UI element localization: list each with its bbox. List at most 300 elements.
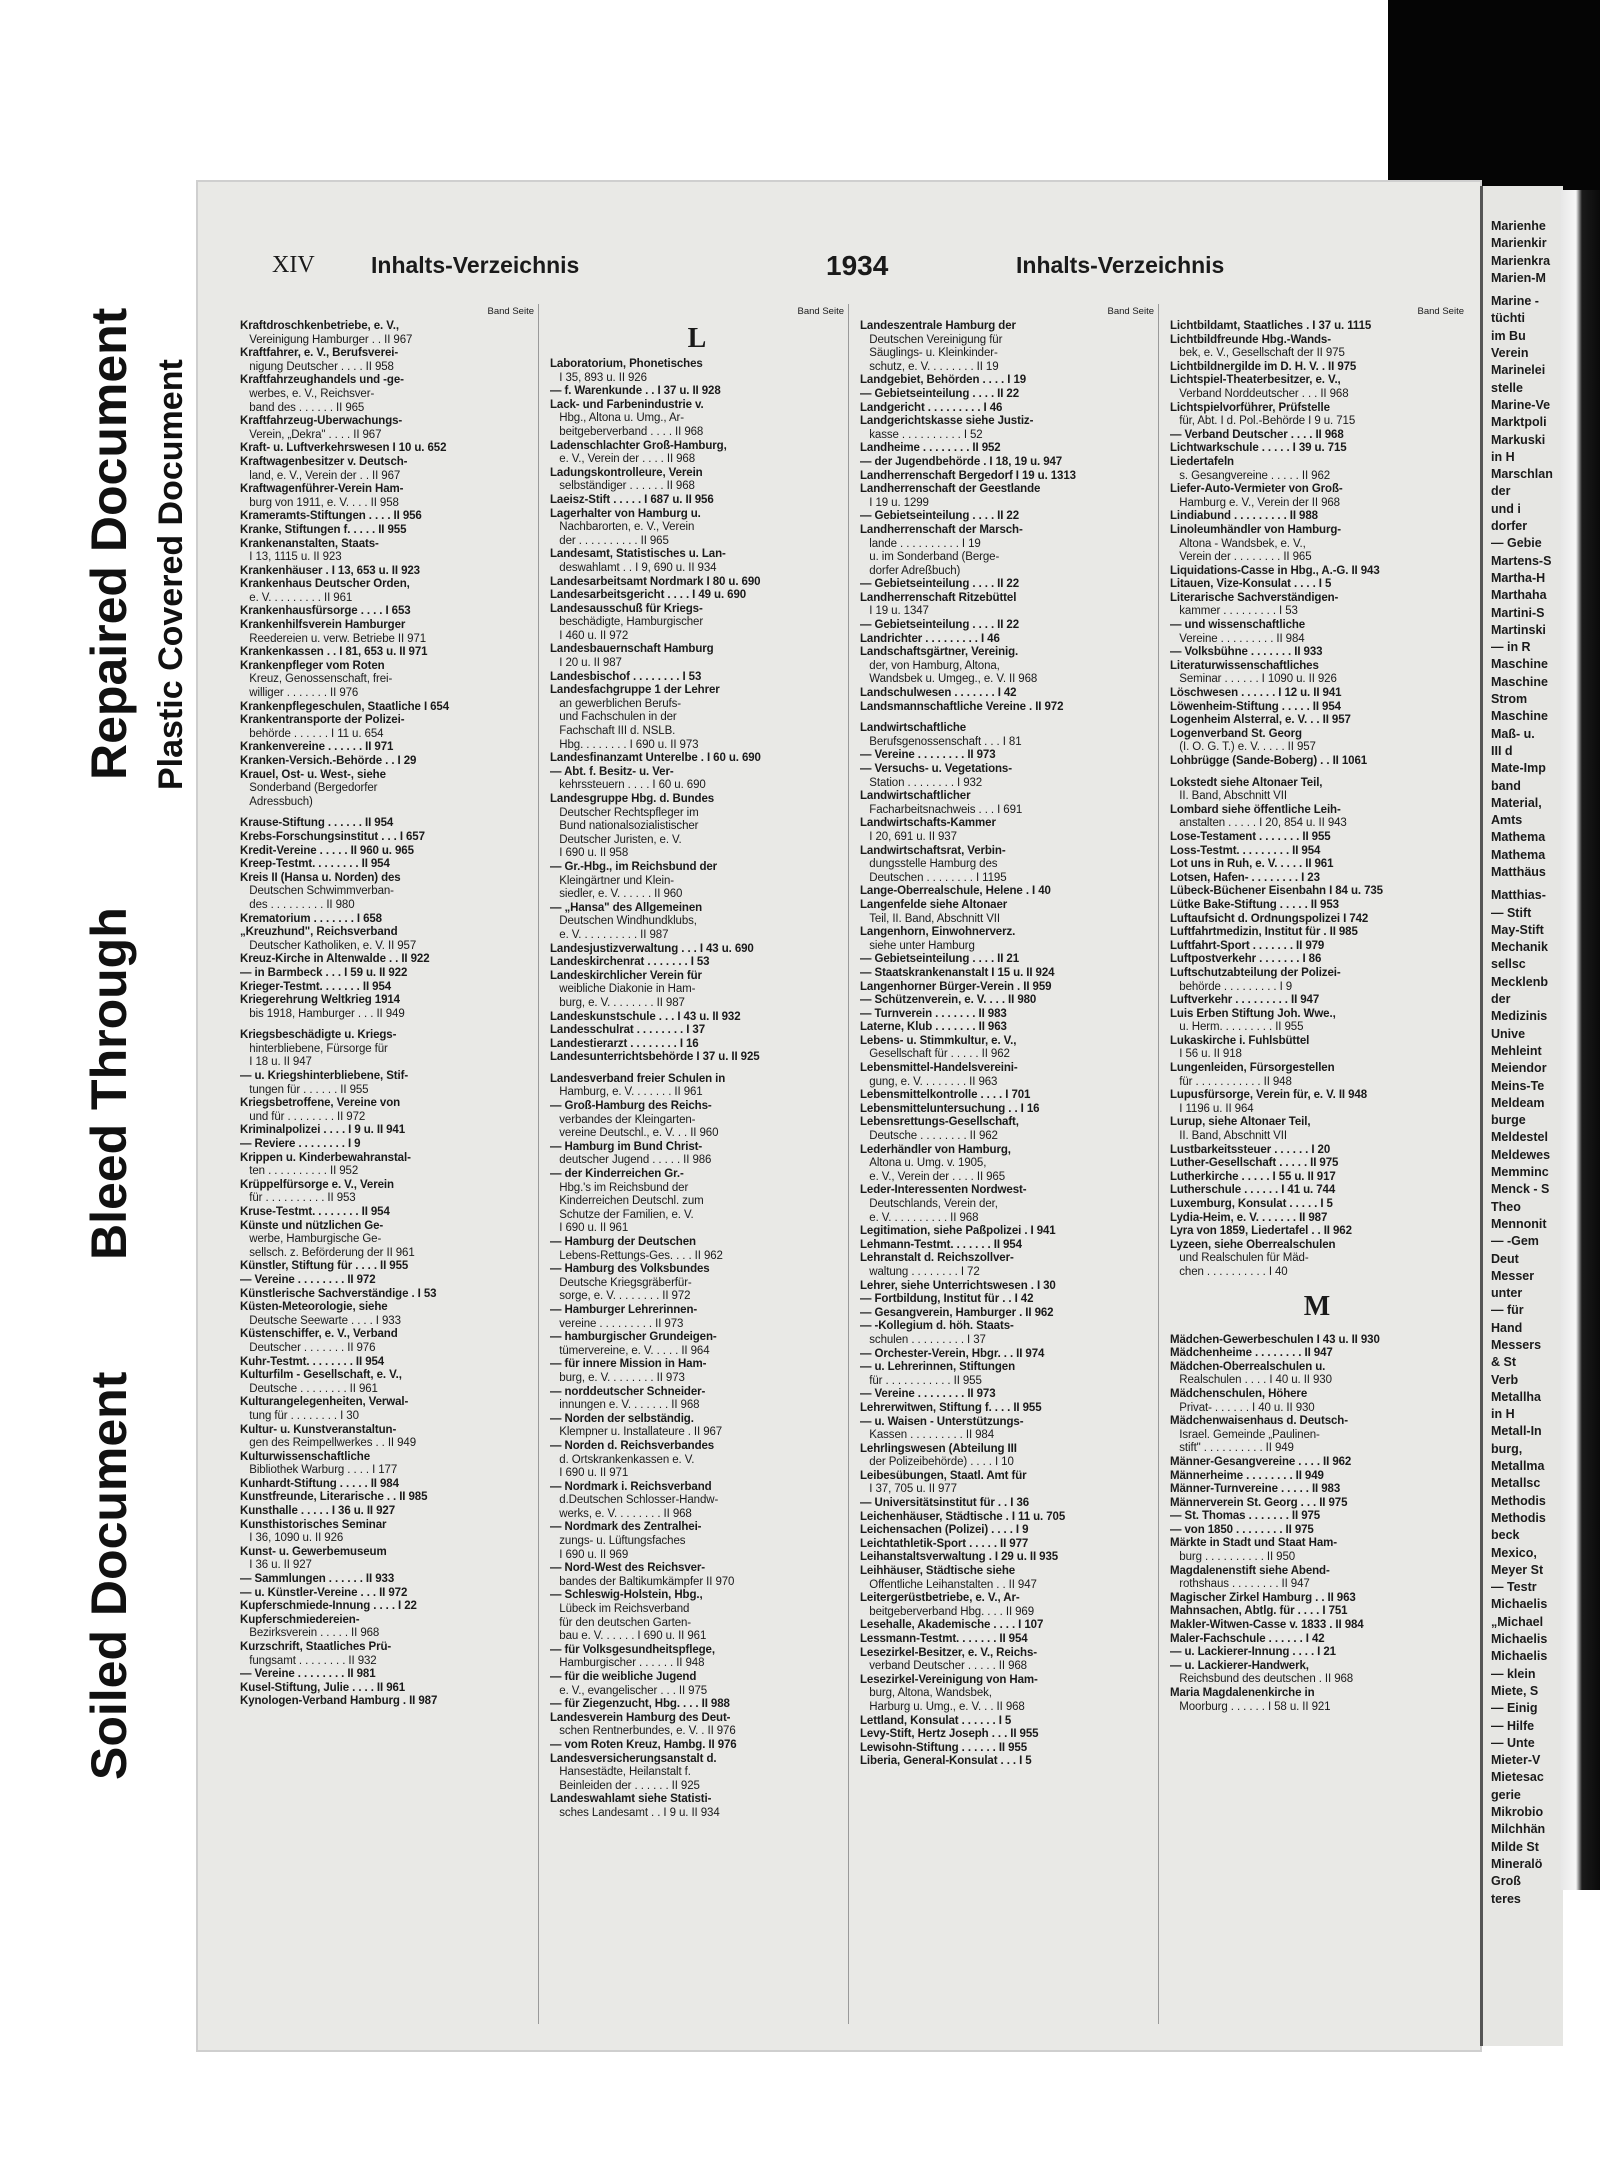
sliver-entry: Maschine: [1491, 657, 1548, 672]
index-entry: — Groß-Hamburg des Reichs-: [550, 1100, 712, 1113]
index-entry: Liquidations-Casse in Hbg., A.-G. II 943: [1170, 564, 1380, 577]
index-entry: Kriminalpolizei . . . . I 9 u. II 941: [240, 1124, 406, 1137]
index-entry: Laeisz-Stift . . . . . I 687 u. II 956: [550, 493, 714, 506]
sliver-entry: Mineralö: [1491, 1856, 1543, 1871]
sliver-entry: Mexico,: [1491, 1545, 1537, 1560]
index-entry: werbes, e. V., Reichsver-: [240, 387, 375, 400]
index-entry: tung für . . . . . . . . I 30: [240, 1409, 359, 1422]
index-entry: e. V. . . . . . . . . II 961: [240, 591, 353, 604]
index-entry: Deutsche Kriegsgräberfür-: [550, 1276, 692, 1289]
index-page: [198, 182, 1480, 2050]
index-entry: burg von 1911, e. V. . . . II 958: [240, 496, 399, 509]
sliver-entry: Messers: [1491, 1338, 1542, 1352]
index-entry: Lewisohn-Stiftung . . . . . . II 955: [860, 1741, 1027, 1754]
sliver-entry: Markuski: [1491, 432, 1546, 447]
index-entry: innungen e. V. . . . . . . II 968: [550, 1399, 700, 1412]
index-entry: Lesezirkel-Besitzer, e. V., Reichs-: [860, 1646, 1037, 1659]
index-entry: Säuglings- u. Kleinkinder-: [860, 347, 998, 360]
index-entry: Deutsche . . . . . . . . II 962: [860, 1130, 998, 1143]
sliver-entry: Marien-M: [1491, 270, 1546, 285]
sliver-entry: Amts: [1491, 813, 1523, 828]
index-entry: verbandes der Kleingarten-: [550, 1113, 696, 1126]
index-entry: — Schleswig-Holstein, Hbg.,: [550, 1589, 703, 1602]
index-entry: e. V., evangelischer . . . II 975: [550, 1684, 708, 1697]
index-entry: Lukaskirche i. Fuhlsbüttel: [1170, 1034, 1310, 1047]
index-entry: Krause-Stiftung . . . . . . II 954: [240, 817, 394, 830]
sliver-entry: Medizinis: [1491, 1009, 1548, 1024]
index-entry: [856, 714, 1158, 722]
index-entry: schulen . . . . . . . . . I 37: [860, 1333, 986, 1346]
index-entry: Liedertafeln: [1170, 455, 1234, 468]
index-entry: Magdalenenstift siehe Abend-: [1170, 1564, 1330, 1577]
index-entry: zungs- u. Lüftungsfaches: [550, 1535, 686, 1548]
index-entry: Krippen u. Kinderbewahranstal-: [240, 1151, 411, 1164]
index-entry: Leichensachen (Polizei) . . . . I 9: [860, 1524, 1029, 1537]
index-entry: Mahnsachen, Abtlg. für . . . . I 751: [1170, 1605, 1348, 1618]
sliver-entry: Messer: [1491, 1268, 1535, 1283]
sliver-entry: Mathema: [1491, 847, 1546, 862]
index-entry: Lütke Bake-Stiftung . . . . . II 953: [1170, 898, 1339, 911]
index-entry: Luxemburg, Konsulat . . . . . I 5: [1170, 1198, 1333, 1210]
index-entry: II. Band, Abschnitt VII: [1170, 1130, 1287, 1143]
index-entry: [236, 809, 538, 817]
index-entry: Maria Magdalenenkirche in: [1170, 1687, 1315, 1699]
index-entry: Lebensmittel-Handelsvereini-: [860, 1062, 1018, 1075]
sliver-entry: & St: [1491, 1355, 1516, 1370]
index-entry: I 1196 u. II 964: [1170, 1102, 1254, 1115]
index-entry: für . . . . . . . . . . . II 948: [1170, 1075, 1292, 1088]
column-header: Band Seite: [797, 306, 844, 317]
index-entry: I 36, 1090 u. II 926: [240, 1532, 344, 1545]
index-entry: Kassen . . . . . . . . . II 984: [860, 1429, 995, 1442]
index-entry: Deutscher Juristen, e. V.: [550, 833, 682, 846]
index-entry: Bezirksverein . . . . . II 968: [240, 1627, 380, 1640]
index-entry: Krüppelfürsorge e. V., Verein: [240, 1178, 394, 1191]
index-entry: Laboratorium, Phonetisches: [550, 358, 703, 370]
index-entry: Deutscher Rechtspfleger im: [550, 806, 699, 819]
film-strip-right: [1560, 190, 1600, 1890]
index-entry: Kreuz-Kirche in Altenwalde . . II 922: [240, 953, 430, 966]
sliver-entry: burg,: [1491, 1441, 1523, 1456]
index-entry: „Kreuzhund", Reichsverband: [240, 926, 398, 939]
index-entry: Mädchen-Gewerbeschulen I 43 u. II 930: [1170, 1333, 1380, 1346]
index-entry: Lustbarkeitssteuer . . . . . . I 20: [1170, 1143, 1331, 1156]
index-entry: Bund nationalsozialistischer: [550, 820, 699, 833]
index-entry: Landwirtschafts-Kammer: [860, 817, 996, 830]
index-entry: — der Jugendbehörde . I 18, 19 u. 947: [860, 455, 1063, 468]
index-entry: Lederhändler von Hamburg,: [860, 1143, 1011, 1156]
index-entry: hinterbliebene, Fürsorge für: [240, 1042, 388, 1055]
index-entry: Landesverband freier Schulen in: [550, 1072, 726, 1085]
index-entry: Lichtspielvorführer, Prüfstelle: [1170, 401, 1330, 414]
index-entry: I 13, 1115 u. II 923: [240, 551, 342, 564]
index-entry: — Versuchs- u. Vegetations-: [860, 763, 1012, 775]
index-entry: Kinderreichen Deutschl. zum: [550, 1195, 704, 1208]
sliver-entry: Mechanik: [1491, 940, 1548, 955]
film-edge-top: [1388, 0, 1600, 190]
sliver-entry: — Hilfe: [1491, 1718, 1535, 1733]
index-entry: e. V. . . . . . . . . . II 987: [550, 928, 669, 941]
index-entry: II. Band, Abschnitt VII: [1170, 790, 1287, 803]
index-entry: d.Deutschen Schlosser-Handw-: [550, 1494, 719, 1507]
index-column-3: [856, 304, 1159, 2024]
index-entry: u. Herm. . . . . . . . . II 955: [1170, 1021, 1304, 1034]
sliver-entry: — -Gem: [1491, 1234, 1539, 1249]
sliver-entry: Meiendor: [1491, 1061, 1547, 1076]
sliver-entry: Mecklenb: [1491, 974, 1548, 989]
index-columns: [236, 304, 1476, 2024]
index-entry: — vom Roten Kreuz, Hambg. II 976: [550, 1738, 737, 1751]
sliver-entry: Meldeam: [1491, 1095, 1545, 1110]
index-entry: Lichtbildfreunde Hbg.-Wands-: [1170, 333, 1331, 346]
sliver-entry: in H: [1491, 1407, 1515, 1422]
index-entry: Litauen, Vize-Konsulat . . . . I 5: [1170, 578, 1332, 591]
index-entry: — für Ziegenzucht, Hbg. . . . II 988: [550, 1698, 730, 1711]
index-entry: Lebensmitteluntersuchung . . I 16: [860, 1102, 1040, 1115]
index-entry: I 690 u. II 969: [550, 1548, 629, 1561]
index-entry: sches Landesamt . . I 9 u. II 934: [550, 1806, 720, 1819]
sliver-entry: band: [1491, 778, 1521, 793]
index-entry: Kulturangelegenheiten, Verwal-: [240, 1396, 409, 1409]
index-entry: Literaturwissenschaftliches: [1170, 659, 1319, 672]
index-entry: ten . . . . . . . . . . II 952: [240, 1165, 359, 1178]
index-entry: Landesarbeitsgericht . . . . I 49 u. 690: [550, 589, 747, 602]
index-entry: Künstler, Stiftung für . . . . II 955: [240, 1260, 409, 1273]
index-entry: Lokstedt siehe Altonaer Teil,: [1170, 776, 1323, 789]
index-entry: Mädchenwaisenhaus d. Deutsch-: [1170, 1415, 1348, 1428]
index-entry: — Sammlungen . . . . . . II 933: [240, 1573, 395, 1586]
index-entry: Märkte in Stadt und Staat Ham-: [1170, 1537, 1337, 1550]
index-entry: rothshaus . . . . . . . . II 947: [1170, 1578, 1310, 1591]
index-entry: Deutschen . . . . . . . . I 1195: [860, 871, 1007, 884]
sliver-entry: Miete, S: [1491, 1683, 1539, 1698]
index-entry: verband Deutscher . . . . . II 968: [860, 1660, 1027, 1673]
index-entry: [546, 1065, 848, 1073]
index-entry: Kunsthistorisches Seminar: [240, 1518, 387, 1531]
index-entry: Deutscher Katholiken, e. V. II 957: [240, 939, 417, 952]
index-entry: Landeskirchlicher Verein für: [550, 969, 702, 982]
index-entry: weibliche Diakonie in Ham-: [550, 983, 696, 996]
index-entry: Lebens-Rettungs-Ges. . . . II 962: [550, 1249, 723, 1262]
index-entry: Wandsbek u. Umgeg., e. V. II 968: [860, 673, 1038, 686]
index-entry: Lehrlingswesen (Abteilung III: [860, 1442, 1017, 1455]
index-entry: Kraftfahrzeug-Überwachungs-: [240, 415, 403, 428]
index-entry: behörde . . . . . . I 11 u. 654: [240, 727, 384, 740]
index-entry: Kreuz, Genossenschaft, frei-: [240, 673, 393, 686]
index-entry: bandes der Baltikumkämpfer II 970: [550, 1575, 735, 1588]
index-entry: des . . . . . . . . . II 980: [240, 898, 355, 911]
index-entry: — Gebietseinteilung . . . . II 21: [860, 953, 1020, 966]
sliver-entry: Menck - S: [1491, 1182, 1550, 1197]
sliver-entry: Verb: [1491, 1372, 1519, 1387]
index-entry: [1166, 1326, 1468, 1334]
sliver-entry: sellsc: [1491, 957, 1526, 972]
sliver-entry: „Michael: [1491, 1614, 1544, 1629]
index-entry: Deutschen Windhundklubs,: [550, 915, 697, 928]
index-entry: burg . . . . . . . . . . II 950: [1170, 1551, 1296, 1564]
index-entry: Hansestädte, Heilanstalt f.: [550, 1766, 691, 1779]
index-entry: — u. Kriegshinterbliebene, Stif-: [240, 1070, 409, 1083]
index-entry: Hamburgischer . . . . . . II 948: [550, 1657, 705, 1670]
index-entry: Altona u. Umg. v. 1905,: [860, 1157, 987, 1170]
index-entry: — Gesangverein, Hamburger . II 962: [860, 1306, 1054, 1319]
index-entry: Krankenhausfürsorge . . . . I 653: [240, 605, 411, 618]
next-page-sliver: [1480, 186, 1563, 2046]
index-entry: Leichenhäuser, Städtische . I 11 u. 705: [860, 1510, 1066, 1523]
index-entry: Nachbarorten, e. V., Verein: [550, 521, 695, 534]
sliver-entry: Groß: [1491, 1874, 1521, 1889]
sliver-entry: Marienkra: [1491, 253, 1551, 268]
sliver-entry: Martens-S: [1491, 553, 1552, 568]
sliver-entry: Marinelei: [1491, 363, 1546, 378]
index-entry: Kredit-Vereine . . . . . II 960 u. 965: [240, 844, 414, 857]
index-entry: I 18 u. II 947: [240, 1056, 312, 1069]
index-entry: Lebensrettungs-Gesellschaft,: [860, 1116, 1019, 1129]
index-entry: Lichtbildnergilde im D. H. V. . II 975: [1170, 360, 1357, 373]
index-entry: I 690 u. II 961: [550, 1222, 629, 1235]
index-entry: Lurup, siehe Altonaer Teil,: [1170, 1116, 1311, 1129]
index-entry: Kunst- u. Gewerbemuseum: [240, 1545, 387, 1558]
sliver-entry: Mate-Imp: [1491, 761, 1546, 776]
index-entry: dungsstelle Hamburg des: [860, 858, 998, 871]
index-entry: — Reviere . . . . . . . . I 9: [240, 1138, 361, 1151]
index-entry: Krankenhaus Deutscher Orden,: [240, 578, 410, 591]
sliver-entry: — Unte: [1491, 1735, 1535, 1750]
index-entry: beitgeberverband Hbg. . . . II 969: [860, 1605, 1035, 1618]
index-entry: Landwirtschaftsrat, Verbin-: [860, 844, 1006, 857]
sliver-entry: Maß- u.: [1491, 726, 1535, 741]
sliver-entry: der: [1491, 484, 1511, 499]
index-entry: — u. Lackierer-Handwerk,: [1170, 1659, 1309, 1672]
index-entry: an gewerblichen Berufs-: [550, 697, 681, 710]
index-entry: vereine . . . . . . . . . II 973: [550, 1317, 684, 1330]
index-entry: Löschwesen . . . . . . I 12 u. II 941: [1170, 687, 1342, 700]
sliver-entry: — klein: [1491, 1666, 1536, 1681]
index-entry: I 35, 893 u. II 926: [550, 371, 647, 384]
index-entry: — Hamburger Lehrerinnen-: [550, 1303, 698, 1316]
index-entry: Liefer-Auto-Vermieter von Groß-: [1170, 483, 1343, 496]
index-entry: I 690 u. II 971: [550, 1467, 629, 1480]
index-entry: Landesgruppe Hbg. d. Bundes: [550, 793, 715, 805]
index-entry: Lutherkirche . . . . . I 55 u. II 917: [1170, 1170, 1336, 1183]
sliver-entry: Unive: [1491, 1026, 1526, 1041]
index-entry: — Universitätsinstitut für . . I 36: [860, 1497, 1030, 1510]
index-entry: Lack- und Farbenindustrie v.: [550, 398, 704, 411]
index-entry: Sonderband (Bergedorfer: [240, 782, 378, 795]
index-entry: werks, e. V. . . . . . . . II 968: [550, 1507, 692, 1520]
index-entry: Mädchenheime . . . . . . . . II 947: [1170, 1347, 1333, 1360]
index-entry: — Turnverein . . . . . . . II 983: [860, 1007, 1007, 1020]
index-entry: Lohbrügge (Sande-Boberg) . . II 1061: [1170, 755, 1368, 767]
index-entry: Beinleiden der . . . . . . II 925: [550, 1779, 700, 1792]
index-entry: Lungenleiden, Fürsorgestellen: [1170, 1062, 1335, 1075]
index-entry: Landesamt, Statistisches u. Lan-: [550, 548, 726, 561]
index-entry: Krankenvereine . . . . . . II 971: [240, 741, 394, 754]
index-entry: Deutschen Schwimmverban-: [240, 885, 394, 898]
index-entry: Landesfachgruppe 1 der Lehrer: [550, 684, 720, 697]
index-entry: Langenhorn, Einwohnerverz.: [860, 926, 1016, 939]
index-column-2: [546, 304, 849, 2024]
sliver-entry: Mathema: [1491, 830, 1546, 845]
index-entry: vereine Deutschl., e. V. . . II 960: [550, 1127, 719, 1140]
index-entry: Lose-Testament . . . . . . . II 955: [1170, 830, 1331, 843]
index-entry: — der Kinderreichen Gr.-: [550, 1168, 684, 1181]
index-entry: Landesbischof . . . . . . . . I 53: [550, 670, 702, 683]
section-letter: M: [1303, 1290, 1331, 1322]
sliver-entry: Marienhe: [1491, 219, 1546, 233]
sliver-entry: Metallma: [1491, 1459, 1545, 1474]
index-entry: Landesversicherungsanstalt d.: [550, 1752, 717, 1765]
index-entry: — norddeutscher Schneider-: [550, 1385, 706, 1398]
index-entry: I 20 u. II 987: [550, 657, 622, 670]
index-entry: Kraftdroschkenbetriebe, e. V.,: [240, 320, 399, 332]
index-entry: Landestierarzt . . . . . . . . I 16: [550, 1037, 699, 1050]
index-entry: burg, e. V. . . . . . . . II 973: [550, 1371, 685, 1384]
index-entry: Laterne, Klub . . . . . . . II 963: [860, 1021, 1007, 1034]
index-entry: Reedereien u. verw. Betriebe II 971: [240, 632, 427, 645]
index-entry: — Vereine . . . . . . . . II 981: [240, 1668, 376, 1681]
index-entry: beitgeberverband . . . . II 968: [550, 425, 704, 438]
index-entry: land, e. V., Verein der . . II 967: [240, 469, 401, 482]
sliver-entry: Michaelis: [1491, 1597, 1548, 1612]
sliver-entry: Marthaha: [1491, 588, 1547, 603]
index-entry: Kranke, Stiftungen f. . . . . II 955: [240, 523, 407, 536]
index-entry: Landherrenschaft Bergedorf I 19 u. 1313: [860, 469, 1076, 482]
index-entry: — Vereine . . . . . . . . II 973: [860, 749, 996, 762]
index-entry: Leder-Interessenten Nordwest-: [860, 1184, 1027, 1197]
sliver-entry: Meyer St: [1491, 1562, 1544, 1577]
index-entry: Luftverkehr . . . . . . . . . II 947: [1170, 994, 1320, 1007]
label-bleed-through: Bleed Through: [81, 907, 137, 1260]
index-entry: Kraftfahrzeughandels und -ge-: [240, 374, 404, 387]
sliver-entry: Mennonit: [1491, 1216, 1547, 1231]
index-entry: Kynologen-Verband Hamburg . II 987: [240, 1695, 438, 1708]
index-entry: Langenhorner Bürger-Verein . II 959: [860, 980, 1052, 993]
index-column-1: [236, 304, 539, 2024]
index-entry: I 20, 691 u. II 937: [860, 830, 957, 843]
index-entry: Adressbuch): [240, 795, 313, 808]
sliver-entry: Marschlan: [1491, 467, 1553, 482]
sliver-entry: Maschine: [1491, 674, 1548, 689]
index-entry: der, von Hamburg, Altona,: [860, 659, 1000, 672]
index-entry: — „Hansa" des Allgemeinen: [550, 901, 703, 914]
index-entry: Landherrenschaft der Marsch-: [860, 523, 1023, 536]
index-entry: Kupferschmiede-Innung . . . . I 22: [240, 1600, 417, 1613]
index-entry: beschädigte, Hamburgischer: [550, 616, 704, 629]
index-entry: — Hamburg im Bund Christ-: [550, 1140, 703, 1153]
index-entry: Lydia-Heim, e. V. . . . . . . II 987: [1170, 1211, 1328, 1224]
index-entry: Kreep-Testmt. . . . . . . . II 954: [240, 858, 390, 871]
index-entry: Kupferschmiedereien-: [240, 1613, 360, 1626]
index-entry: kehrssteuern . . . . I 60 u. 690: [550, 779, 706, 792]
index-entry: für den deutschen Garten-: [550, 1616, 692, 1629]
index-entry: Kunsthalle . . . . . I 36 u. II 927: [240, 1505, 395, 1518]
sliver-entry: Mietesac: [1491, 1770, 1544, 1785]
index-entry: für . . . . . . . . . . . II 955: [860, 1374, 982, 1387]
sliver-entry: der: [1491, 992, 1511, 1007]
index-entry: Lichtspiel-Theaterbesitzer, e. V.,: [1170, 374, 1341, 387]
index-entry: Deutscher . . . . . . . II 976: [240, 1341, 376, 1354]
index-entry: Levy-Stift, Hertz Joseph . . . II 955: [860, 1728, 1039, 1741]
index-entry: Krankenkassen . . I 81, 653 u. II 971: [240, 646, 428, 659]
sliver-entry: — in R: [1491, 640, 1531, 655]
index-entry: Landherrenschaft Ritzebüttel: [860, 591, 1017, 604]
index-entry: d. Ortskrankenkassen e. V.: [550, 1453, 695, 1466]
index-entry: I 460 u. II 972: [550, 629, 629, 642]
index-entry: Kriegsbeschädigte u. Kriegs-: [240, 1029, 397, 1042]
index-entry: Landesjustizverwaltung . . . I 43 u. 690: [550, 942, 754, 955]
index-entry: Lesehalle, Akademische . . . . I 107: [860, 1619, 1044, 1632]
index-entry: Lot uns in Ruh, e. V. . . . . II 961: [1170, 858, 1334, 871]
sliver-entry: Deut: [1491, 1251, 1519, 1266]
index-entry: sellsch. z. Beförderung der II 961: [240, 1246, 415, 1259]
index-entry: Kruse-Testmt. . . . . . . . II 954: [240, 1206, 390, 1218]
index-entry: [236, 1021, 538, 1029]
index-entry: Landwirtschaftlicher: [860, 790, 971, 803]
sliver-entry: Meins-Te: [1491, 1078, 1545, 1093]
index-entry: williger . . . . . . . II 976: [240, 687, 359, 700]
index-entry: Harburg u. Umg., e. V. . . II 968: [860, 1700, 1025, 1713]
index-entry: Leihhäuser, Städtische siehe: [860, 1565, 1016, 1578]
index-entry: — Nord-West des Reichsver-: [550, 1562, 706, 1575]
index-entry: u. im Sonderband (Berge-: [860, 551, 1000, 564]
sliver-entry: und i: [1491, 501, 1521, 516]
sliver-entry: Maschine: [1491, 709, 1548, 724]
sliver-entry: Marktpoli: [1491, 415, 1547, 430]
index-entry: Küsten-Meteorologie, siehe: [240, 1301, 388, 1314]
column-header: Band Seite: [1417, 306, 1464, 317]
index-entry: Bibliothek Warburg . . . . I 177: [240, 1464, 398, 1477]
index-entry: Künstlerische Sachverständige . I 53: [240, 1287, 437, 1300]
index-entry: Fachschaft III d. NSLB.: [550, 725, 676, 738]
index-entry: — f. Warenkunde . . I 37 u. II 928: [550, 385, 721, 398]
index-entry: e. V. . . . . . . . . . II 968: [860, 1211, 979, 1224]
index-entry: — Nordmark i. Reichsverband: [550, 1480, 712, 1493]
index-entry: Löwenheim-Stiftung . . . . . II 954: [1170, 700, 1341, 713]
index-entry: — St. Thomas . . . . . . . II 975: [1170, 1510, 1321, 1523]
index-entry: Kleingärtner und Klein-: [550, 874, 674, 887]
index-entry: e. V., Verein der . . . . II 965: [860, 1170, 1006, 1183]
index-entry: Kurzschrift, Staatliches Prü-: [240, 1641, 392, 1653]
sliver-entry: stelle: [1491, 380, 1523, 395]
index-entry: Landesverein Hamburg des Deut-: [550, 1711, 731, 1724]
index-entry: Ladenschlachter Groß-Hamburg,: [550, 439, 727, 452]
index-entry: Kreis II (Hansa u. Norden) des: [240, 871, 401, 884]
index-entry: e. V., Verein der . . . . II 968: [550, 453, 696, 466]
index-entry: Lyra von 1859, Liedertafel . . II 962: [1170, 1225, 1352, 1238]
header-title-right: Inhalts-Verzeichnis: [1016, 252, 1225, 278]
index-entry: deutscher Jugend . . . . . II 986: [550, 1154, 712, 1167]
index-entry: Logenheim Alsterral, e. V. . . II 957: [1170, 714, 1351, 727]
sliver-entry: teres: [1491, 1891, 1521, 1906]
sliver-entry: — Gebie: [1491, 536, 1542, 551]
index-entry: Landesschulrat . . . . . . . . I 37: [550, 1024, 705, 1037]
index-entry: Lübeck im Reichsverband: [550, 1603, 690, 1616]
index-entry: Deutschen Vereinigung für: [860, 333, 1003, 346]
index-entry: Hamburg e. V., Verein der II 968: [1170, 496, 1340, 509]
index-entry: Landwirtschaftliche: [860, 722, 967, 735]
index-entry: gen des Reimpellwerkes . . II 949: [240, 1437, 417, 1450]
sliver-entry: in H: [1491, 449, 1515, 464]
index-entry: dorfer Adreßbuch): [860, 564, 961, 577]
index-entry: Hbg., Altona u. Umg., Ar-: [550, 412, 684, 425]
index-entry: Hamburg, e. V. . . . . . . II 961: [550, 1086, 703, 1099]
index-entry: — Hamburg des Volksbundes: [550, 1263, 710, 1276]
index-entry: Krankenhäuser . I 13, 653 u. II 923: [240, 564, 420, 577]
index-entry: Landeskirchenrat . . . . . . . I 53: [550, 956, 710, 969]
sliver-entry: Mehleint: [1491, 1043, 1542, 1058]
index-entry: Privat- . . . . . . I 40 u. II 930: [1170, 1401, 1315, 1414]
